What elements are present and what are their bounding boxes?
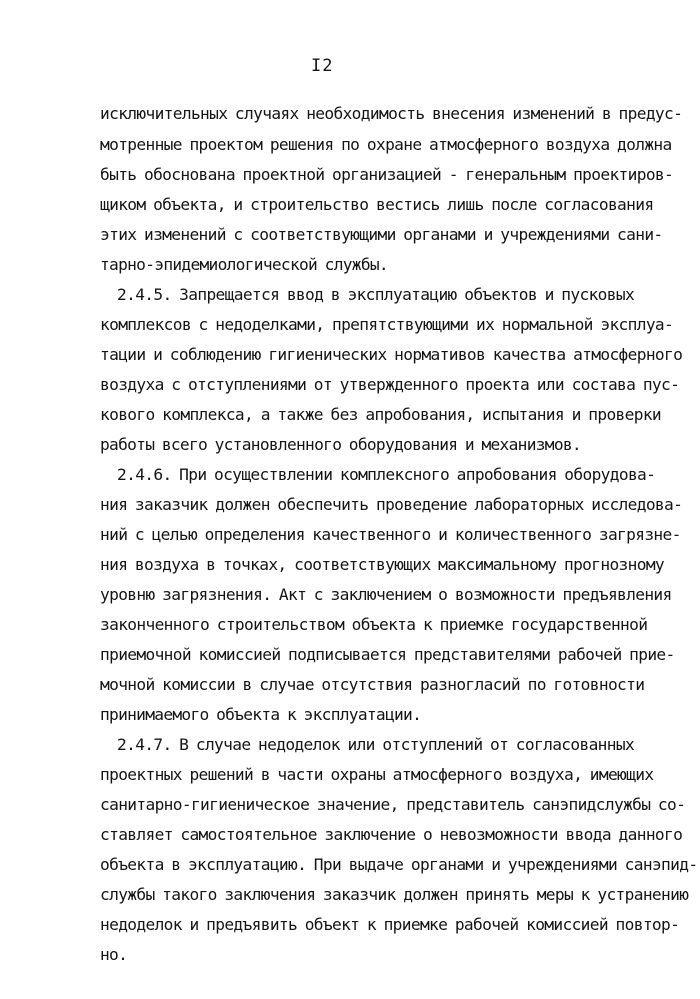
text-line: ставляет самостоятельное заключение о невозможности ввода данного	[100, 825, 683, 844]
text-line: комплексов с недоделками, препятствующими их нормальной эксплуа-	[100, 315, 674, 334]
text-line: ния воздуха в точках, соответствующих максимальному прогнозному	[100, 555, 665, 574]
text-line: тарно-эпидемиологической службы.	[100, 255, 388, 274]
text-line: объекта в эксплуатацию. При выдаче органами и учреждениями санэпид-	[100, 855, 698, 874]
text-line: законченного строительством объекта к приемке государственной	[100, 615, 648, 634]
text-line: но.	[100, 945, 128, 964]
text-line: воздуха с отступлениями от утвержденного проекта или состава пус-	[100, 375, 680, 394]
text-line: ний с целью определения качественного и количественного загрязне-	[100, 525, 681, 544]
text-line: исключительных случаях необходимость внесения изменений в предус-	[100, 104, 683, 123]
text-line: недоделок и предъявить объект к приемке рабочей комиссией повтор-	[100, 915, 680, 934]
page-number: I2	[311, 56, 334, 76]
text-line: тации и соблюдению гигиенических нормативов качества атмосферного	[100, 345, 683, 364]
text-line: 2.4.6. При осуществлении комплексного апробования оборудова-	[117, 465, 656, 484]
text-line: 2.4.7. В случае недоделок или отступлений от согласованных	[117, 735, 635, 754]
text-line: ния заказчик должен обеспечить проведение лабораторных исследова-	[100, 495, 683, 514]
text-line: принимаемого объекта к эксплуатации.	[100, 705, 422, 724]
text-line: 2.4.5. Запрещается ввод в эксплуатацию объектов и пусковых	[117, 285, 635, 304]
text-line: щиком объекта, и строительство вестись лишь после согласования	[100, 195, 654, 214]
text-line: санитарно-гигиеническое значение, представитель санэпидслужбы со-	[100, 795, 686, 814]
text-line: мочной комиссии в случае отсутствия разногласий по готовности	[100, 675, 645, 694]
text-line: приемочной комиссией подписывается представителями рабочей прие-	[100, 645, 675, 664]
text-line: проектных решений в части охраны атмосферного воздуха, имеющих	[100, 765, 654, 784]
text-line: этих изменений с соответствующими органами и учреждениями сани-	[100, 225, 663, 244]
text-line: уровню загрязнения. Акт с заключением о возможности предъявления	[100, 585, 672, 604]
text-line: службы такого заключения заказчик должен принять меры к устранению	[100, 885, 689, 904]
text-line: работы всего установленного оборудования и механизмов.	[100, 435, 581, 454]
text-line: быть обоснована проектной организацией - генеральным проектиров-	[100, 165, 674, 184]
text-line: кового комплекса, а также без апробования, испытания и проверки	[100, 405, 662, 424]
text-line: мотренные проектом решения по охране атмосферного воздуха должна	[100, 135, 672, 154]
